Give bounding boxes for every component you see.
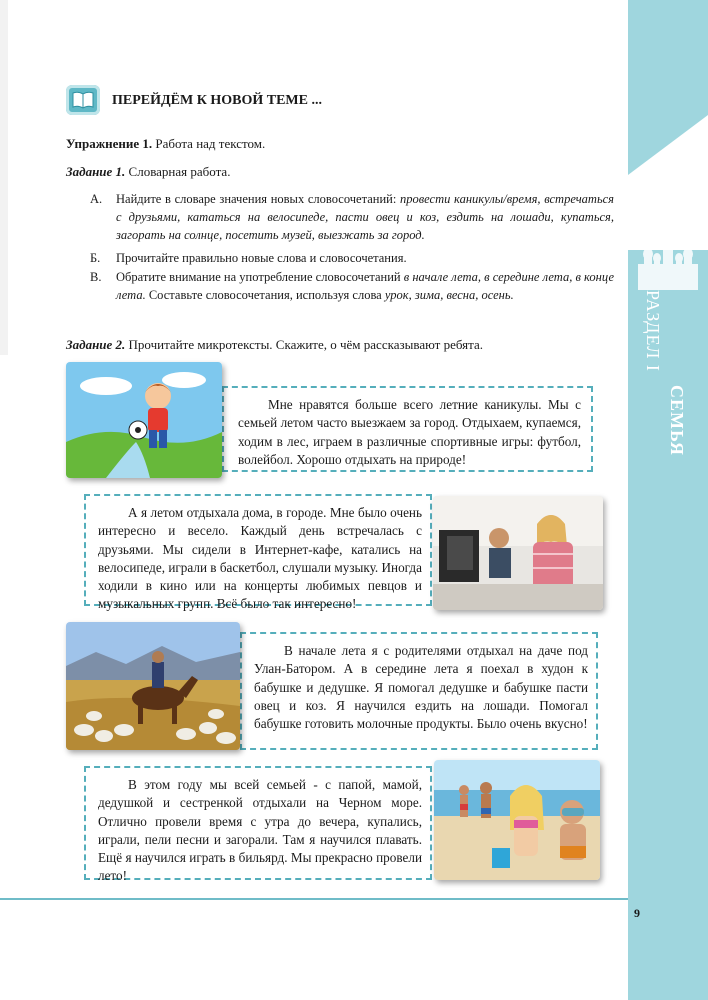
book-icon <box>66 85 100 115</box>
story-text: В этом году мы всей семьей - с папой, мамой, дедушкой и сестренкой отдыхали на Черном море. Отлично провели время с утра до вечера, купались, играли, пели песни и загорали. Там я научился плавать. Ещё я научился играть в бильярд. Мы прекрасно провели лето! <box>98 777 422 884</box>
list-text: Обратите внимание на употребление словосочетаний <box>116 270 404 284</box>
side-band-notch <box>628 115 708 175</box>
page-number: 9 <box>634 906 640 920</box>
list-marker: А. <box>90 192 103 206</box>
story-text: Мне нравятся больше всего летние каникулы. Мы с семьей летом часто выезжаем за город. Отдыхаем, купаемся, ходим в лес, играем в различные спортивные игры: футбол, волейбол. Хорошо отдыхать на природе! <box>238 397 581 467</box>
task1-line <box>66 163 230 181</box>
photo-horse-rider <box>66 622 240 750</box>
list-item-a <box>90 190 614 244</box>
list-italic-text: в начале лета, в середине лета, в конце лета. <box>116 270 614 302</box>
story-text: А я летом отдыхала дома, в городе. Мне было очень интересно и весело. Каждый день встречалась с друзьями. Мы сидели в Интернет-кафе, катались на велосипеде, играли в баскетбол, слушали музыку. Иногда ходили в кино или на концерты любимых певцов и музыкальных групп. Всё было так интересно! <box>98 505 422 612</box>
list-item-c <box>90 268 614 304</box>
page-title: ПЕРЕЙДЁМ К НОВОЙ ТЕМЕ ... <box>112 93 322 108</box>
list-item-b <box>90 249 614 267</box>
task1-text: Словарная работа. <box>128 164 231 179</box>
exercise-text: Работа над текстом. <box>155 136 266 151</box>
photo-beach-family <box>434 760 600 880</box>
list-italic-text: урок, зима, весна, осень. <box>384 288 514 302</box>
list-text: Найдите в словаре значения новых словосочетаний: <box>116 192 400 206</box>
footer-rule <box>0 898 628 900</box>
story-box-4 <box>84 766 432 884</box>
task2-line <box>66 336 483 354</box>
story-box-1 <box>222 386 593 472</box>
list-marker: Б. <box>90 251 101 265</box>
list-marker: В. <box>90 270 102 284</box>
list-italic-text: провести каникулы/время, встречаться с друзьями, кататься на велосипеде, пасти овец и коз, ездить на лошади, купаться, загорать на солнце, посетить музей, выезжать за город. <box>116 192 614 242</box>
section-label <box>642 290 697 490</box>
story-text: В начале лета я с родителями отдыхал на даче под Улан-Батором. А в середине лета я поехал в худон к бабушке и дедушке. Я помогал дедушке и бабушке пасти овец и коз. Я научился ездить на лошади. Помогал бабушке готовить молочные продукты. Было очень вкусно! <box>254 643 588 732</box>
exercise-label: Упражнение 1. <box>66 136 153 151</box>
cathedral-icon <box>630 230 706 290</box>
task2-label: Задание 2. <box>66 337 126 352</box>
story-box-3 <box>240 632 598 750</box>
section-number: РАЗДЕЛ I <box>643 290 663 372</box>
section-title: СЕМЬЯ <box>667 385 687 456</box>
list-text: Прочитайте правильно новые слова и словосочетания. <box>116 251 407 265</box>
photo-boy-football <box>66 362 222 478</box>
task1-label: Задание 1. <box>66 164 126 179</box>
task2-text: Прочитайте микротексты. Скажите, о чём рассказывают ребята. <box>128 337 483 352</box>
story-box-2 <box>84 494 432 612</box>
list-text: Составьте словосочетания, используя слова <box>145 288 385 302</box>
left-margin-rule <box>0 0 8 355</box>
photo-internet-cafe <box>433 496 603 610</box>
exercise-line <box>66 135 265 153</box>
